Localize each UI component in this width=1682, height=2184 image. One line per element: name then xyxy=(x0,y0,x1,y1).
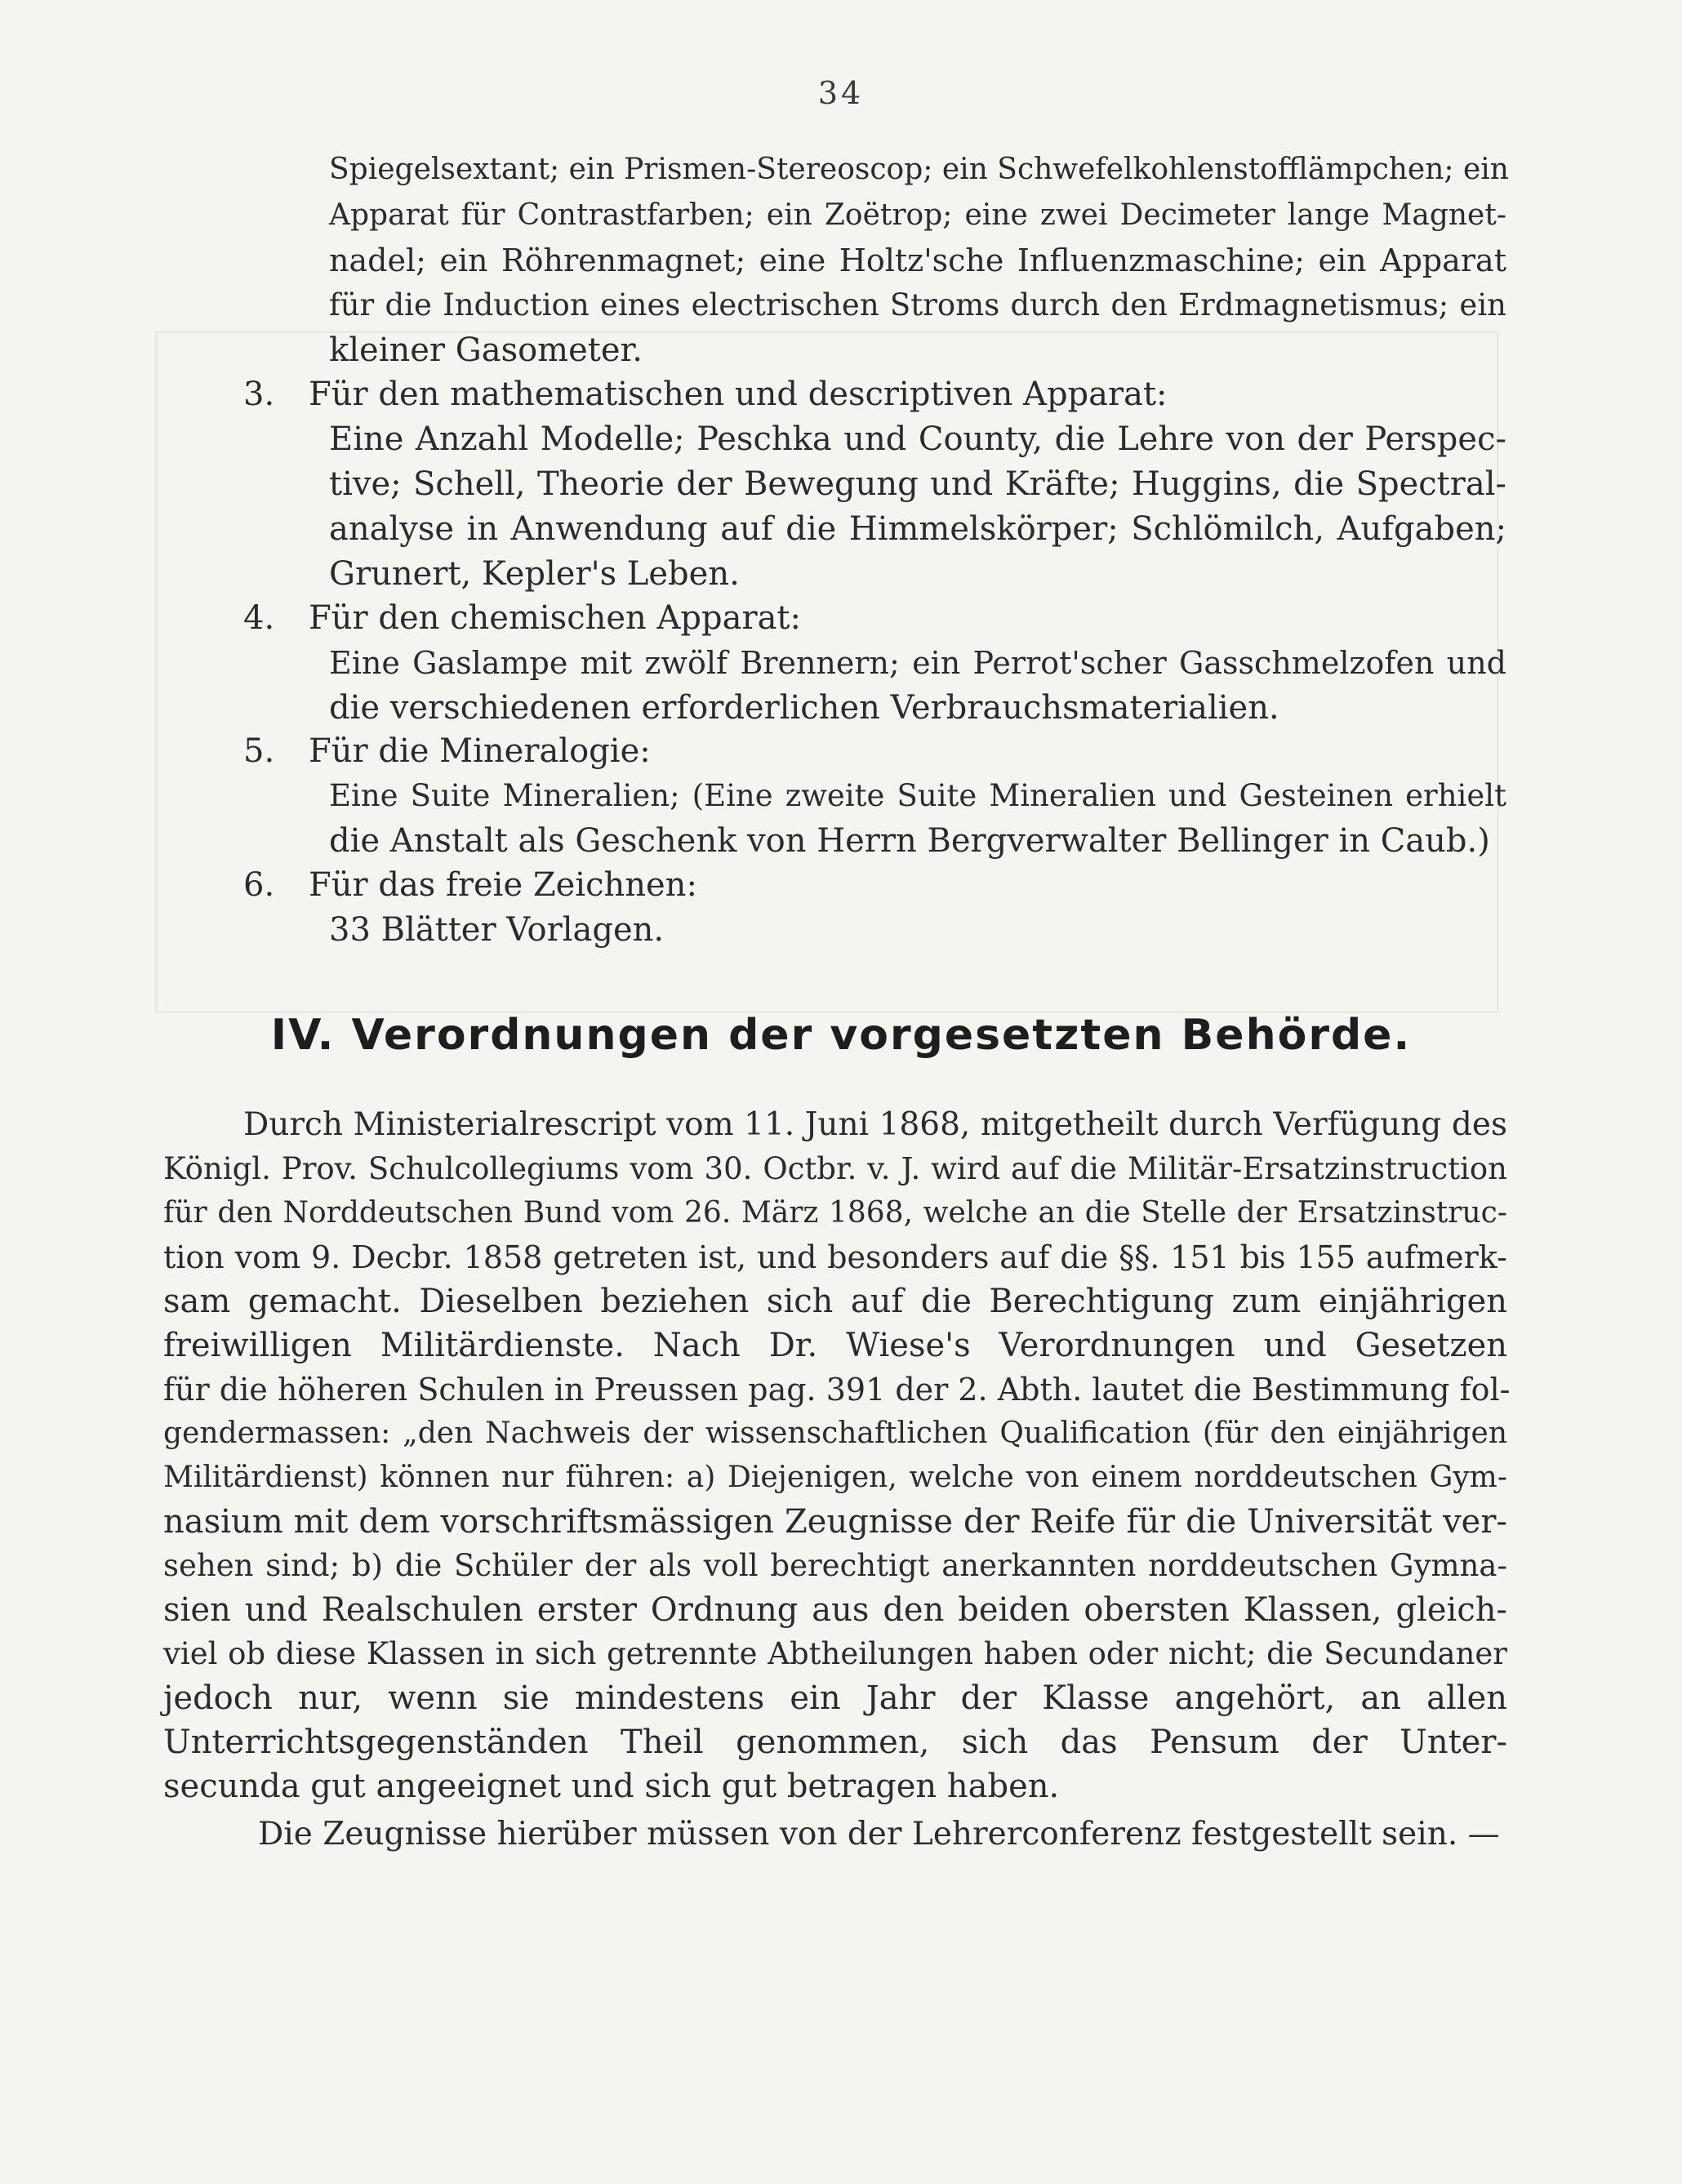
item-title: Für den chemischen Apparat: xyxy=(309,599,801,637)
continuation-line: Apparat für Contrastfarben; ein Zoëtrop; eine zwei Decimeter lange Magnet- xyxy=(329,198,1506,232)
paragraph-line: Unterrichtsgegenständen Theil genommen, sich das Pensum der Unter- xyxy=(163,1724,1507,1761)
paragraph-line: viel ob diese Klassen in sich getrennte Abtheilungen haben oder nicht; die Secundaner xyxy=(163,1636,1507,1671)
continuation-line: für die Induction eines electrischen Stroms durch den Erdmagnetismus; ein xyxy=(329,287,1506,322)
item-line: die verschiedenen erforderlichen Verbrauchsmaterialien. xyxy=(329,689,1279,727)
item-title: Für das freie Zeichnen: xyxy=(309,866,697,904)
paragraph-line: nasium mit dem vorschriftsmässigen Zeugnisse der Reife für die Universität ver- xyxy=(163,1503,1507,1541)
item-title: Für den mathematischen und descriptiven Apparat: xyxy=(309,376,1168,413)
item-line: Eine Suite Mineralien; (Eine zweite Suite Mineralien und Gesteinen erhielt xyxy=(329,778,1506,813)
continuation-line: Spiegelsextant; ein Prismen-Stereoscop; ein Schwefelkohlenstofflämpchen; ein xyxy=(329,153,1509,186)
section-heading: IV. Verordnungen der vorgesetzten Behörde. xyxy=(270,1011,1412,1060)
item-line: Eine Anzahl Modelle; Peschka und County, die Lehre von der Perspec- xyxy=(329,420,1506,458)
closing-line: Die Zeugnisse hierüber müssen von der Lehrerconferenz festgestellt sein. — xyxy=(258,1816,1500,1853)
paragraph-line: Durch Ministerialrescript vom 11. Juni 1868, mitgetheilt durch Verfügung des xyxy=(243,1106,1507,1143)
paragraph-line: für den Norddeutschen Bund vom 26. März 1868, welche an die Stelle der Ersatzinstruc- xyxy=(163,1196,1507,1230)
paragraph-line: sien und Realschulen erster Ordnung aus den beiden obersten Klassen, gleich- xyxy=(163,1591,1507,1629)
item-line: 33 Blätter Vorlagen. xyxy=(329,911,665,949)
paragraph-line: gendermassen: „den Nachweis der wissenschaftlichen Qualification (für den einjährigen xyxy=(163,1417,1507,1450)
paragraph-line: secunda gut angeeignet und sich gut betragen haben. xyxy=(163,1768,1060,1805)
item-line: analyse in Anwendung auf die Himmelskörper; Schlömilch, Aufgaben; xyxy=(329,510,1506,548)
paragraph-line: sehen sind; b) die Schüler der als voll berechtigt anerkannten norddeutschen Gymna- xyxy=(163,1548,1507,1583)
paragraph-line: tion vom 9. Decbr. 1858 getreten ist, und besonders auf die §§. 151 bis 155 aufmerk- xyxy=(163,1239,1507,1275)
item-title: Für die Mineralogie: xyxy=(309,732,651,770)
item-line: die Anstalt als Geschenk von Herrn Bergverwalter Bellinger in Caub.) xyxy=(329,822,1490,860)
paragraph-line: Königl. Prov. Schulcollegiums vom 30. Octbr. v. J. wird auf die Militär-Ersatzinstruction xyxy=(163,1151,1507,1186)
continuation-line: nadel; ein Röhrenmagnet; eine Holtz'sche Influenzmaschine; ein Apparat xyxy=(329,242,1506,278)
paragraph-line: jedoch nur, wenn sie mindestens ein Jahr der Klasse angehört, an allen xyxy=(163,1679,1507,1717)
item-number: 5. xyxy=(243,732,275,770)
item-line: Eine Gaslampe mit zwölf Brennern; ein Perrot'scher Gasschmelzofen und xyxy=(329,645,1506,681)
paragraph-line: für die höheren Schulen in Preussen pag. 391 der 2. Abth. lautet die Bestimmung fol- xyxy=(163,1372,1511,1408)
paragraph-line: Militärdienst) können nur führen: a) Diejenigen, welche von einem norddeutschen Gym- xyxy=(163,1461,1507,1494)
item-line: tive; Schell, Theorie der Bewegung und Kräfte; Huggins, die Spectral- xyxy=(329,465,1506,503)
continuation-line: kleiner Gasometer. xyxy=(329,331,643,369)
item-number: 3. xyxy=(243,376,275,413)
paragraph-line: sam gemacht. Dieselben beziehen sich auf die Berechtigung zum einjährigen xyxy=(163,1283,1507,1320)
item-line: Grunert, Kepler's Leben. xyxy=(329,555,740,593)
item-number: 4. xyxy=(243,599,275,637)
page-number: 34 xyxy=(817,75,865,111)
paragraph-line: freiwilligen Militärdienste. Nach Dr. Wiese's Verordnungen und Gesetzen xyxy=(163,1327,1507,1364)
item-number: 6. xyxy=(243,866,275,904)
